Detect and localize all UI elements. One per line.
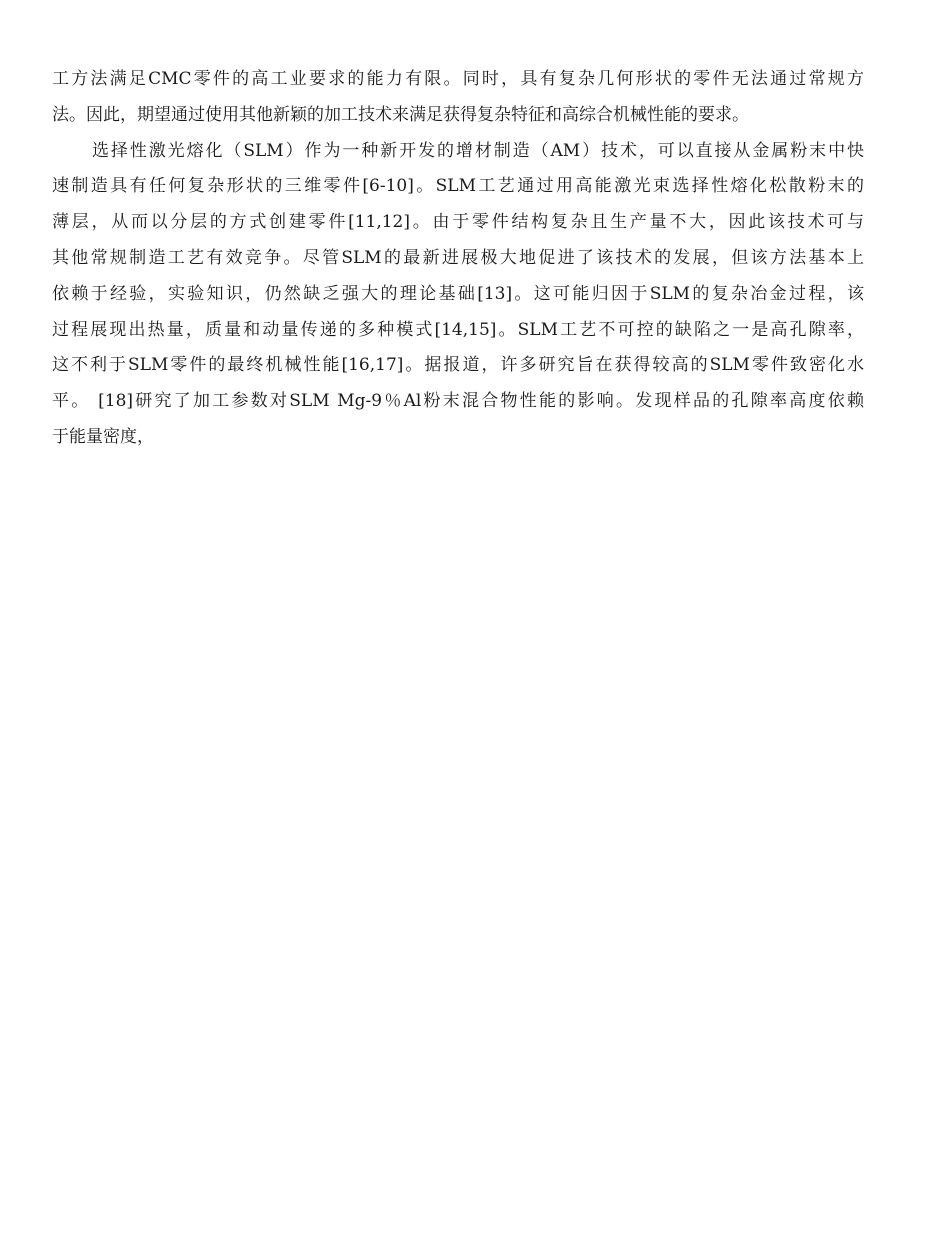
text-line-2: 法。因此，期望通过使用其他新颖的加工技术来满足获得复杂特征和高综合机械性能的要求。 [52, 104, 749, 125]
text-line-10: 平。 [18]研究了加工参数对SLM Mg-9％Al粉末混合物性能的影响。发现样品的孔隙率高度依赖 [52, 391, 864, 412]
text-line-11: 于能量密度， [52, 426, 154, 447]
text-line-9: 这不利于SLM零件的最终机械性能[16,17]。据报道，许多研究旨在获得较高的SLM零件致密化水 [52, 355, 864, 376]
text-line-3-paragraph-start: 选择性激光熔化（SLM）作为一种新开发的增材制造（AM）技术，可以直接从金属粉末中快 [92, 140, 864, 161]
text-line-8: 过程展现出热量，质量和动量传递的多种模式[14,15]。SLM工艺不可控的缺陷之一是高孔隙率， [52, 319, 864, 340]
text-line-4: 速制造具有任何复杂形状的三维零件[6-10]。SLM工艺通过用高能激光束选择性熔化松散粉末的 [52, 176, 864, 197]
text-line-5: 薄层，从而以分层的方式创建零件[11,12]。由于零件结构复杂且生产量不大，因此该技术可与 [52, 212, 864, 233]
text-line-7: 依赖于经验，实验知识，仍然缺乏强大的理论基础[13]。这可能归因于SLM的复杂冶金过程，该 [52, 283, 864, 304]
text-line-6: 其他常规制造工艺有效竞争。尽管SLM的最新进展极大地促进了该技术的发展，但该方法基本上 [52, 247, 864, 268]
text-line-1: 工方法满足CMC零件的高工业要求的能力有限。同时，具有复杂几何形状的零件无法通过常规方 [52, 69, 864, 89]
body-text [52, 62, 864, 456]
